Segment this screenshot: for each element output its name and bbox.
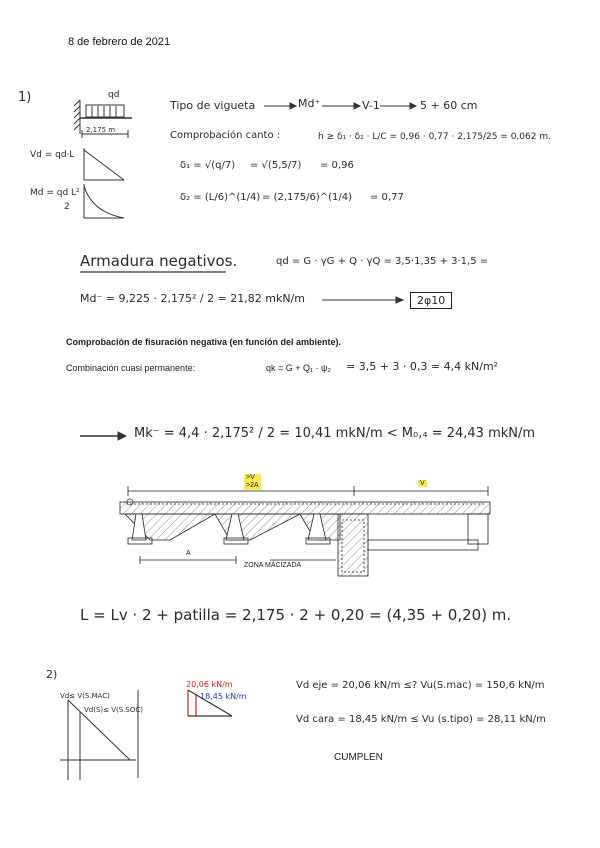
section2-shear-diagram (60, 690, 138, 780)
type-result: 5 + 60 cm (420, 99, 478, 112)
diag-label-2: Vd(S)≤ V(S.SOC) (84, 706, 143, 714)
shear-formula: Vd = qd·L (30, 150, 75, 160)
negative-result-box: 2φ10 (410, 292, 452, 309)
load-label: qd (108, 90, 120, 100)
dim-label-a: A (186, 550, 191, 557)
diag-label-1: Vd≤ V(S.MAC) (60, 692, 110, 700)
mark-left (244, 474, 261, 490)
check-cara: Vd cara = 18,45 kN/m ≤ Vu (s.tipo) = 28,11 kN/m (296, 714, 546, 725)
delta1-res: = 0,96 (320, 160, 354, 171)
zone-label: ZONA MACIZADA (244, 562, 302, 569)
negative-qd: qd = G · γG + Q · γQ = 3,5·1,35 + 3·1,5 = (276, 256, 489, 267)
moment-formula-den: 2 (64, 202, 70, 212)
moment-formula-num: Md = qd L² (30, 188, 80, 198)
mark-left-bottom: >2A (246, 482, 259, 489)
slab-drawing (120, 486, 490, 576)
mk-formula: Mk⁻ = 4,4 · 2,175² / 2 = 10,41 mkN/m < M₀,₄ = 24,43 mkN/m (134, 426, 536, 441)
type-label: Tipo de vigueta (170, 99, 256, 112)
type-vig: V-1 (362, 99, 380, 112)
negative-title: Armadura negativos. (80, 252, 238, 270)
red-shear-value: 20,06 kN/m (186, 680, 233, 689)
combo-value: = 3,5 + 3 · 0,3 = 4,4 kN/m² (346, 360, 499, 373)
negative-md: Md⁻ = 9,225 · 2,175² / 2 = 21,82 mkN/m (80, 292, 306, 305)
delta2-res: = 0,77 (370, 192, 404, 203)
fissure-heading: Comprobación de fisuración negativa (en función del ambiente). (66, 337, 342, 347)
shear-diagram (84, 148, 124, 180)
blue-shear-value: 18,45 kN/m (200, 692, 247, 701)
length-formula: L = Lv · 2 + patilla = 2,175 · 2 + 0,20 = (4,35 + 0,20) m. (80, 606, 512, 624)
result-cumplen: CUMPLEN (334, 752, 383, 763)
delta1-lhs: δ₁ = √(q/7) (180, 160, 236, 171)
type-md: Md⁺ (298, 97, 321, 110)
document-date: 8 de febrero de 2021 (68, 36, 171, 48)
delta1-mid: = √(5,5/7) (250, 160, 302, 171)
mark-right: V (420, 480, 425, 487)
mark-left-top: >V (246, 474, 255, 481)
delta2-mid: = (2,175/6)^(1/4) (262, 192, 352, 203)
delta2-lhs: δ₂ = (L/6)^(1/4) (180, 192, 261, 203)
span-label: 2,175 m (86, 126, 116, 134)
moment-diagram (84, 184, 124, 218)
section-2-number: 2) (46, 668, 58, 681)
check-label: Comprobación canto : (170, 130, 281, 141)
check-formula: h ≥ δ₁ · δ₂ · L/C = 0,96 · 0,77 · 2,175/25 = 0,062 m. (318, 132, 551, 142)
combo-formula: qk = G + Q₁ · ψ₂ (266, 363, 331, 373)
check-eje: Vd eje = 20,06 kN/m ≤? Vu(S.mac) = 150,6 kN/m (296, 680, 545, 691)
combo-label: Combinación cuasi permanente: (66, 363, 196, 373)
section-1-number: 1) (18, 90, 32, 105)
